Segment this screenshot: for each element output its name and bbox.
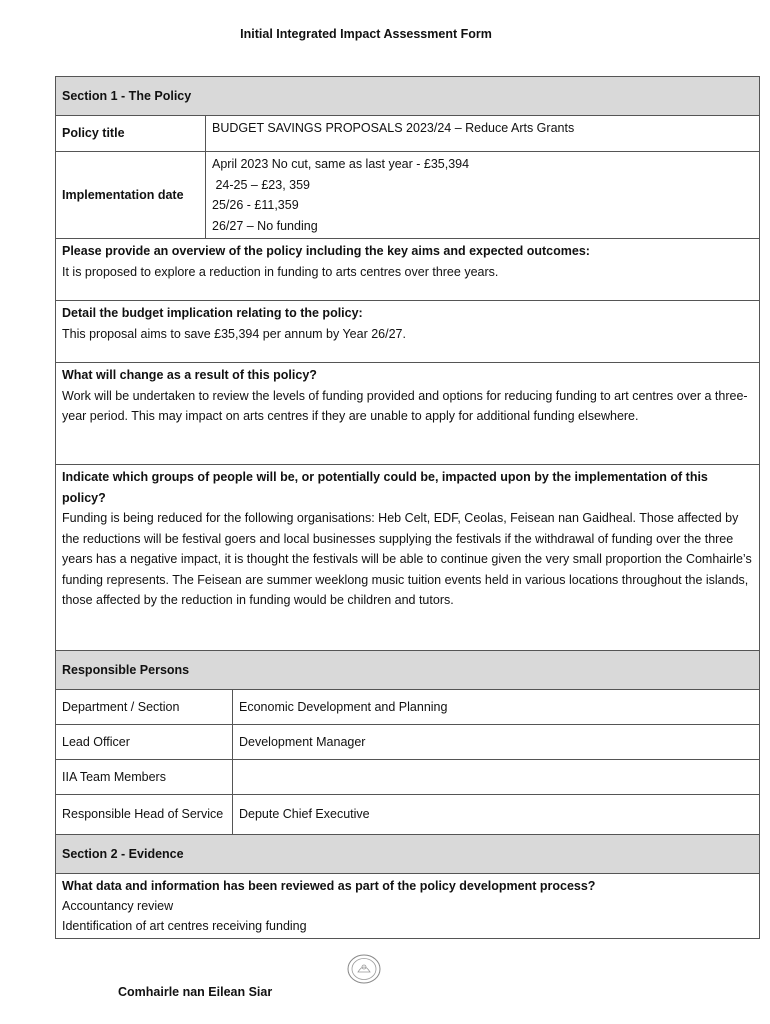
- groups-cell: [56, 465, 760, 651]
- lead-officer-label: Lead Officer: [56, 725, 233, 760]
- footer-organisation: Comhairle nan Eilean Siar: [118, 985, 273, 999]
- responsible-row: [56, 760, 760, 795]
- groups-question: Indicate which groups of people will be, or potentially could be, impacted upon by the implementation of this policy?: [62, 470, 708, 505]
- change-cell: [56, 363, 760, 465]
- council-seal-icon: [347, 954, 381, 984]
- change-row: [56, 363, 760, 465]
- document-title: Initial Integrated Impact Assessment Form: [240, 27, 492, 41]
- department-value: Economic Development and Planning: [233, 690, 760, 725]
- head-of-service-label: Responsible Head of Service: [56, 795, 233, 835]
- budget-answer: This proposal aims to save £35,394 per annum by Year 26/27.: [62, 326, 406, 341]
- section2-heading: Section 2 - Evidence: [56, 835, 760, 874]
- implementation-date-label: Implementation date: [56, 152, 206, 239]
- implementation-line: 26/27 – No funding: [212, 218, 318, 233]
- budget-question: Detail the budget implication relating to the policy:: [62, 306, 363, 320]
- iia-team-value: [233, 760, 760, 795]
- implementation-date-value: [206, 152, 760, 239]
- implementation-date-row: [56, 152, 760, 239]
- budget-row: [56, 301, 760, 363]
- data-reviewed-cell: [56, 874, 760, 939]
- data-reviewed-row: [56, 874, 760, 939]
- policy-title-row: [56, 116, 760, 152]
- overview-cell: [56, 239, 760, 301]
- lead-officer-value: Development Manager: [233, 725, 760, 760]
- change-question: What will change as a result of this policy?: [62, 368, 317, 382]
- policy-title-value: BUDGET SAVINGS PROPOSALS 2023/24 – Reduce Arts Grants: [206, 116, 760, 152]
- section2-header-row: [56, 835, 760, 874]
- iia-team-label: IIA Team Members: [56, 760, 233, 795]
- policy-title-label: Policy title: [56, 116, 206, 152]
- responsible-heading: Responsible Persons: [56, 651, 760, 690]
- groups-answer: Funding is being reduced for the following organisations: Heb Celt, EDF, Ceolas, Feisean nan Gaidheal. Those affected by the reductions will be festival goers and local businesses supplying the festivals if the withdrawal of funding over the three years has a negative impact, it is thought the festivals will be able to continue given the very small proportion the Comhairle’s funding represents. The Feisean are summer weeklong music tuition events held in various locations throughout the islands, those affected by the reduction in funding would be children and tutors.: [62, 511, 752, 607]
- data-reviewed-question: What data and information has been reviewed as part of the policy development process?: [62, 879, 596, 893]
- assessment-form-table: [55, 76, 760, 939]
- groups-row: [56, 465, 760, 651]
- implementation-line: April 2023 No cut, same as last year - £35,394: [212, 157, 470, 171]
- implementation-line: 25/26 - £11,359: [212, 198, 299, 212]
- implementation-line: 24-25 – £23, 359: [212, 177, 310, 192]
- data-reviewed-line: Identification of art centres receiving funding: [62, 919, 307, 933]
- change-answer: Work will be undertaken to review the levels of funding provided and options for reducing funding to art centres over a three-year period. This may impact on arts centres if they are unable to apply for additional funding elsewhere.: [62, 388, 748, 423]
- overview-question: Please provide an overview of the policy including the key aims and expected outcomes:: [62, 244, 590, 258]
- budget-cell: [56, 301, 760, 363]
- responsible-row: [56, 795, 760, 835]
- data-reviewed-line: Accountancy review: [62, 899, 174, 913]
- responsible-header-row: [56, 651, 760, 690]
- section1-header-row: [56, 77, 760, 116]
- responsible-row: [56, 725, 760, 760]
- department-label: Department / Section: [56, 690, 233, 725]
- overview-row: [56, 239, 760, 301]
- responsible-row: [56, 690, 760, 725]
- section1-heading: Section 1 - The Policy: [56, 77, 760, 116]
- overview-answer: It is proposed to explore a reduction in funding to arts centres over three years.: [62, 264, 499, 279]
- head-of-service-value: Depute Chief Executive: [233, 795, 760, 835]
